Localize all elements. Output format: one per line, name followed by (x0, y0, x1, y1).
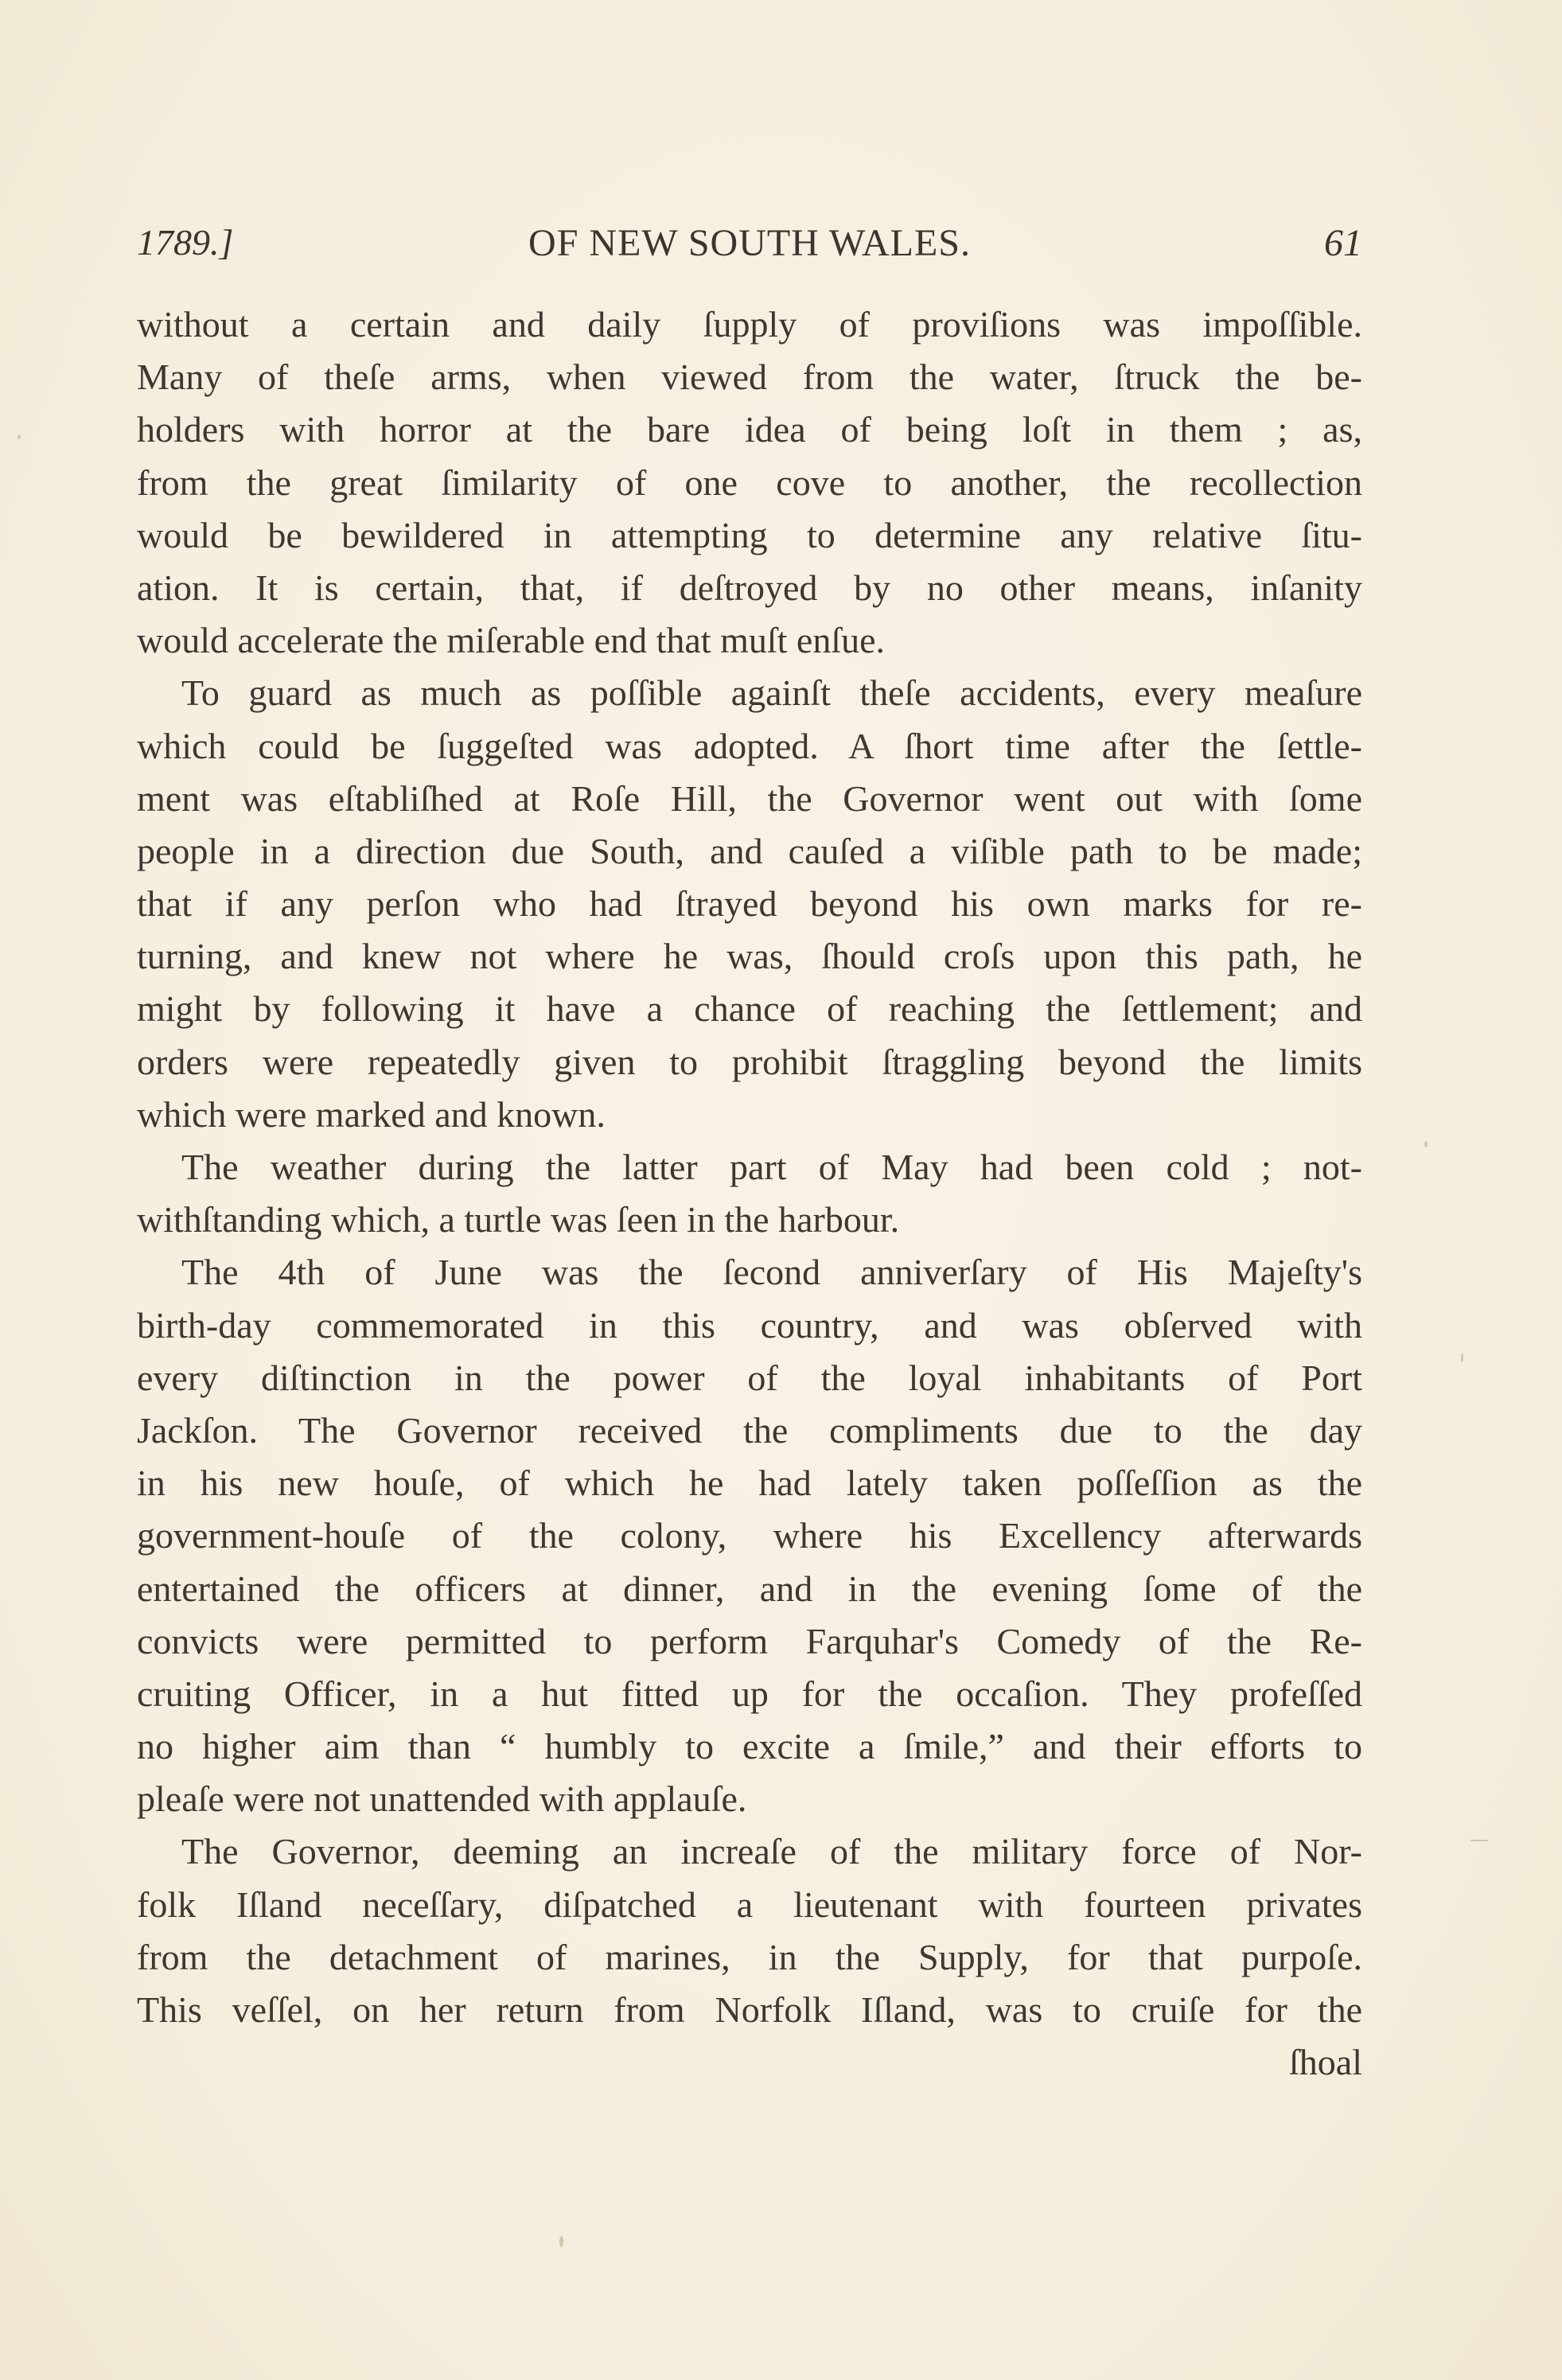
text-line: orders were repeatedly given to prohibit ſtraggling beyond the limits (137, 1041, 1362, 1082)
paper-speck (1461, 1353, 1463, 1362)
header-year: 1789.] (137, 222, 234, 263)
text-line: would accelerate the miſerable end that muſt enſue. (137, 620, 886, 661)
text-line: no higher aim than “ humbly to excite a ſmile,” and their efforts to (137, 1726, 1362, 1767)
text-line: turning, and knew not where he was, ſhould croſs upon this path, he (137, 936, 1362, 977)
text-line: which were marked and known. (137, 1093, 606, 1135)
page-number: 61 (1324, 222, 1362, 264)
text-line: that if any perſon who had ſtrayed beyond his own marks for re- (137, 883, 1362, 925)
text-line: which could be ſuggeſted was adopted. A ſhort time after the ſettle- (137, 725, 1362, 766)
text-line: The 4th of June was the ſecond anniverſary of His Majeſty's (181, 1252, 1362, 1293)
text-line: ation. It is certain, that, if deſtroyed by no other means, inſanity (137, 567, 1362, 608)
header-title: OF NEW SOUTH WALES. (528, 222, 971, 264)
text-line: holders with horror at the bare idea of being loſt in them ; as, (137, 409, 1362, 450)
text-line: convicts were permitted to perform Farquhar's Comedy of the Re- (137, 1620, 1362, 1661)
paragraph-5 (137, 1825, 1362, 2036)
text-line: folk Iſland neceſſary, diſpatched a lieutenant with fourteen privates (137, 1883, 1362, 1925)
text-line: withſtanding which, a turtle was ſeen in the harbour. (137, 1199, 900, 1241)
paragraph-2 (137, 667, 1362, 1141)
paper-speck (559, 2236, 563, 2247)
text-line: This veſſel, on her return from Norfolk Iſland, was to cruiſe for the (137, 1989, 1362, 2030)
text-line: in his new houſe, of which he had lately taken poſſeſſion as the (137, 1463, 1362, 1504)
text-line: entertained the officers at dinner, and in the evening ſome of the (137, 1568, 1362, 1609)
text-line: government-houſe of the colony, where his Excellency afterwards (137, 1515, 1362, 1556)
paper-speck (18, 434, 21, 439)
text-line: without a certain and daily ſupply of proviſions was impoſſible. (137, 304, 1362, 345)
text-line: from the detachment of marines, in the Supply, for that purpoſe. (137, 1936, 1362, 1977)
catchword: ſhoal (1289, 2042, 1362, 2083)
text-line: every diſtinction in the power of the loyal inhabitants of Port (137, 1357, 1362, 1398)
text-line: people in a direction due South, and cauſed a viſible path to be made; (137, 830, 1362, 871)
text-line: To guard as much as poſſible againſt theſe accidents, every meaſure (181, 672, 1362, 714)
paper-speck (1470, 1840, 1488, 1841)
text-line: would be bewildered in attempting to determine any relative ſitu- (137, 514, 1362, 555)
paper-speck (1424, 1141, 1428, 1147)
text-line: The Governor, deeming an increaſe of the military force of Nor- (181, 1831, 1362, 1872)
text-line: birth-day commemorated in this country, and was obſerved with (137, 1304, 1362, 1346)
text-line: cruiting Officer, in a hut fitted up for the occaſion. They profeſſed (137, 1673, 1362, 1714)
paragraph-4 (137, 1246, 1362, 1825)
running-header (137, 213, 1362, 277)
paragraph-1 (137, 298, 1362, 667)
text-line: The weather during the latter part of May had been cold ; not- (181, 1147, 1362, 1187)
text-line: Many of theſe arms, when viewed from the water, ſtruck the be- (137, 356, 1362, 398)
text-line: Jackſon. The Governor received the compliments due to the day (137, 1409, 1362, 1451)
text-line: pleaſe were not unattended with applauſe. (137, 1778, 747, 1820)
paragraph-3 (137, 1141, 1362, 1246)
text-line: might by following it have a chance of reaching the ſettlement; and (137, 988, 1362, 1030)
text-line: from the great ſimilarity of one cove to another, the recollection (137, 462, 1362, 503)
text-line: ment was eſtabliſhed at Roſe Hill, the Governor went out with ſome (137, 777, 1362, 819)
body-text (137, 298, 1362, 2105)
